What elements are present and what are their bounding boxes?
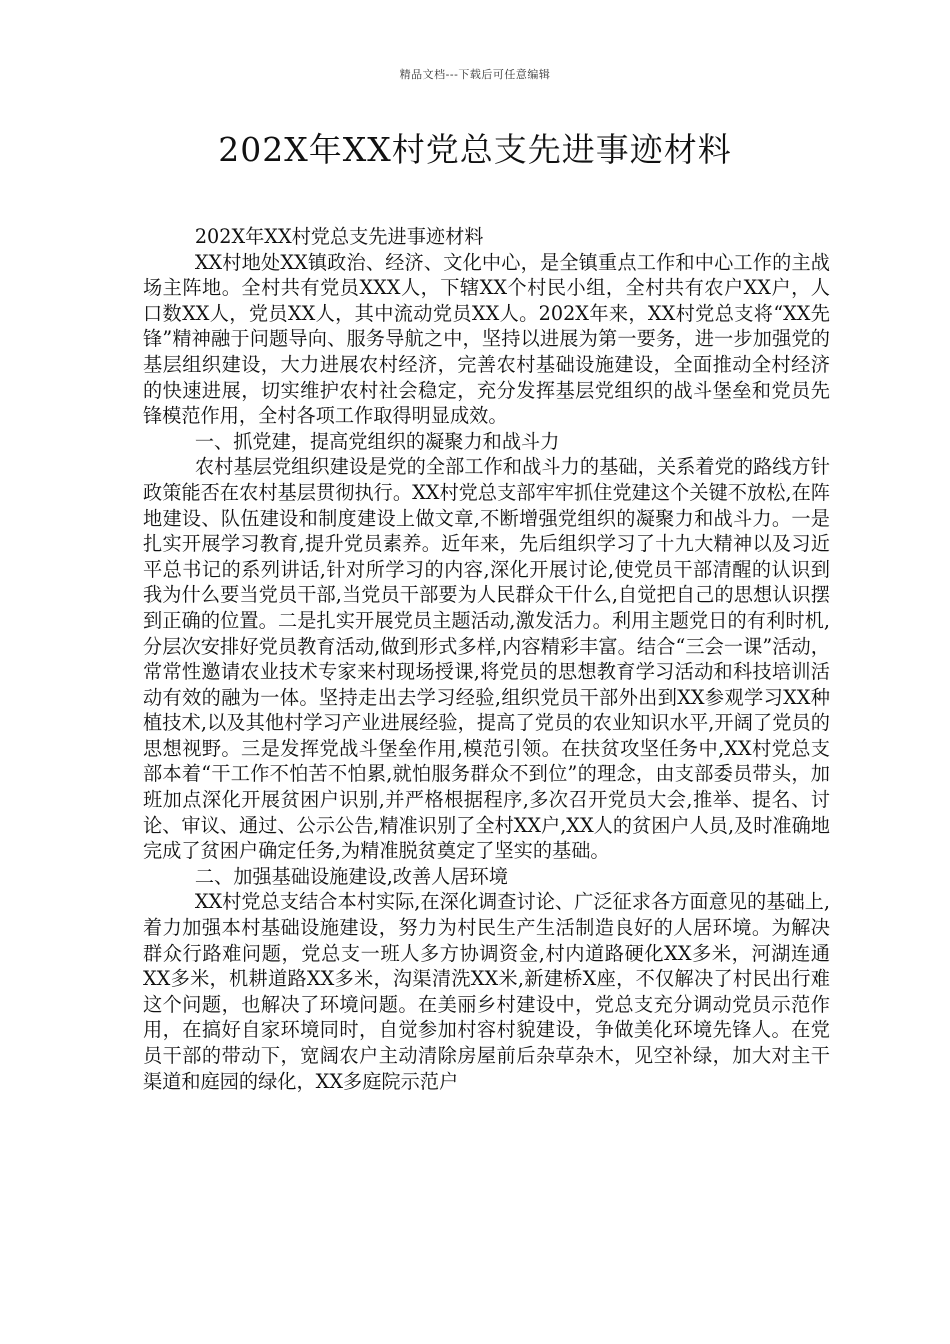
body-paragraph-section-1: 农村基层党组织建设是党的全部工作和战斗力的基础，关系着党的路线方针政策能否在农村基层贯彻执行。XX村党总支部牢牢抓住党建这个关键不放松,在阵地建设、队伍建设和制度建设上做文章,不断增强党组织的凝聚力和战斗力。一是扎实开展学习教育,提升党员素养。近年来，先后组织学习了十九大精神以及习近平总书记的系列讲话,针对所学习的内容,深化开展讨论,使党员干部清醒的认识到我为什么要当党员干部,当党员干部要为人民群众干什么,自觉把自己的思想认识摆到正确的位置。二是扎实开展党员主题活动,激发活力。利用主题党日的有利时机,分层次安排好党员教育活动,做到形式多样,内容精彩丰富。结合“三会一课”活动，常常性邀请农业技术专家来村现场授课,将党员的思想教育学习活动和科技培训活动有效的融为一体。坚持走出去学习经验,组织党员干部外出到XX参观学习XX种植技术,以及其他村学习产业进展经验，提高了党员的农业知识水平,开阔了党员的思想视野。三是发挥党战斗堡垒作用,模范引领。在扶贫攻坚任务中,XX村党总支部本着“干工作不怕苦不怕累,就怕服务群众不到位”的理念，由支部委员带头，加班加点深化开展贫困户识别,并严格根据程序,多次召开党员大会,推举、提名、讨论、审议、通过、公示公告,精准识别了全村XX户,XX人的贫困户人员,及时准确地完成了贫困户确定任务,为精准脱贫奠定了坚实的基础。: [143, 455, 830, 863]
body-paragraph-subtitle: 202X年XX村党总支先进事迹材料: [194, 225, 484, 248]
document-body: [143, 224, 830, 1094]
body-paragraph-intro: XX村地处XX镇政治、经济、文化中心，是全镇重点工作和中心工作的主战场主阵地。全村共有党员XXX人，下辖XX个村民小组，全村共有农户XX户，人口数XX人，党员XX人，其中流动党员XX人。202X年来，XX村党总支将“XX先锋”精神融于问题导向、服务导航之中，坚持以进展为第一要务，进一步加强党的基层组织建设，大力进展农村经济，完善农村基础设施建设，全面推动全村经济的快速进展，切实维护农村社会稳定，充分发挥基层党组织的战斗堡垒和党员先锋模范作用，全村各项工作取得明显成效。: [143, 250, 830, 428]
section-heading-2: 二、加强基础设施建设,改善人居环境: [194, 864, 508, 888]
page-header-note: 精品文档---下载后可任意编辑: [399, 68, 551, 81]
section-heading-1: 一、抓党建，提高党组织的凝聚力和战斗力: [194, 429, 560, 453]
body-paragraph-section-2: XX村党总支结合本村实际,在深化调查讨论、广泛征求各方面意见的基础上,着力加强本村基础设施建设，努力为村民生产生活制造良好的人居环境。为解决群众行路难问题，党总支一班人多方协调资金,村内道路硬化XX多米，河湖连通XX多米，机耕道路XX多米，沟渠清洗XX米,新建桥X座，不仅解决了村民出行难这个问题，也解决了环境问题。在美丽乡村建设中，党总支充分调动党员示范作用，在搞好自家环境同时，自觉参加村容村貌建设，争做美化环境先锋人。在党员干部的带动下，宽阔农户主动清除房屋前后杂草杂木，见空补绿，加大对主干渠道和庭园的绿化，XX多庭院示范户: [143, 890, 830, 1093]
document-title: 202X年XX村党总支先进事迹材料: [218, 130, 732, 169]
